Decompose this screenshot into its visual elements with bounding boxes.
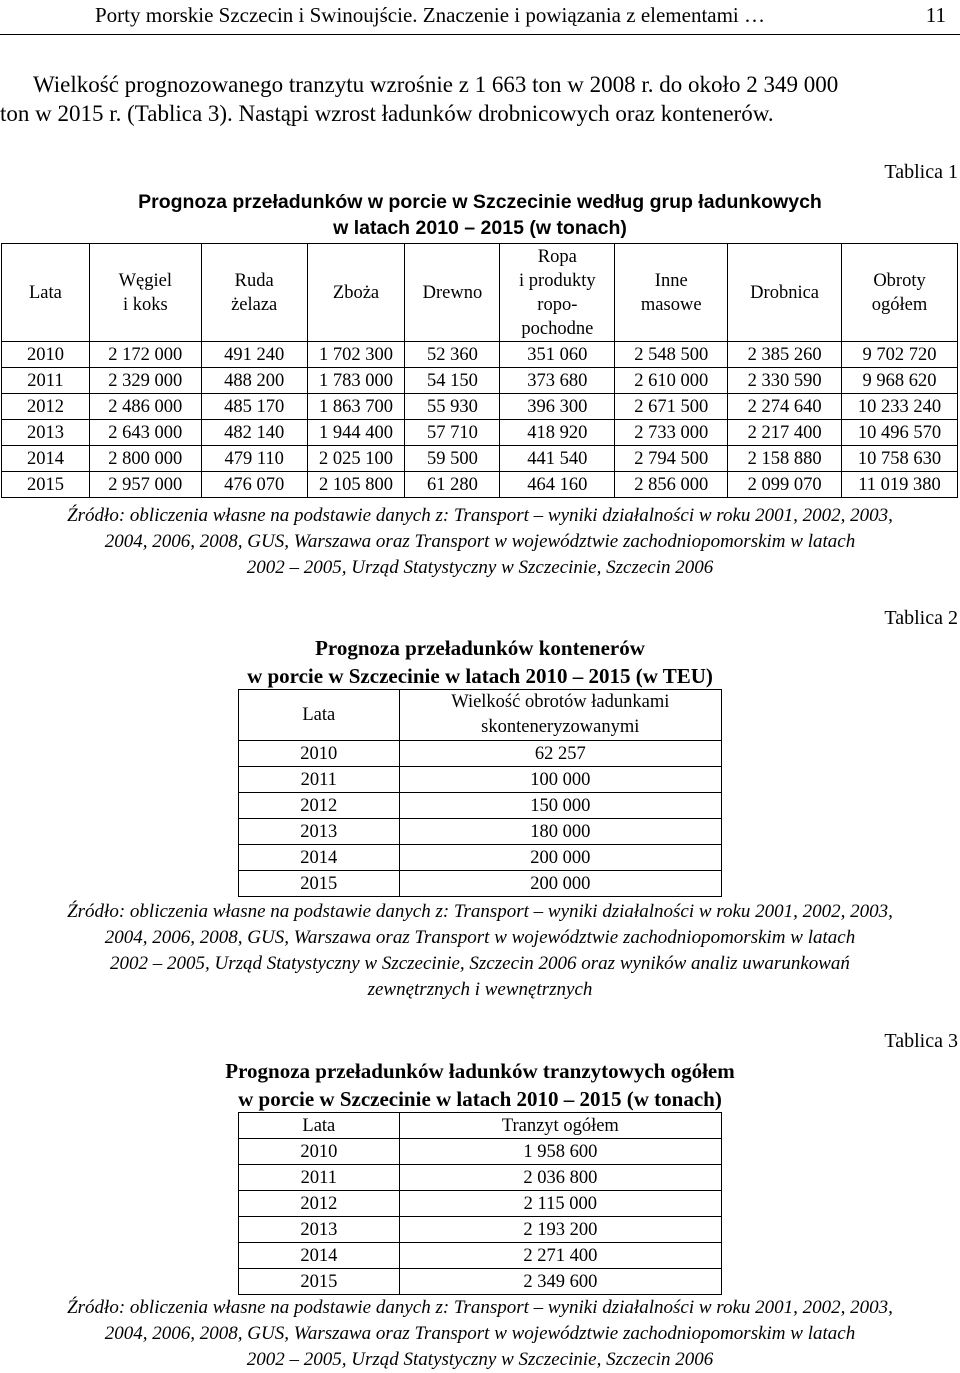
table1-cell: 2014 xyxy=(2,446,90,472)
table1-cell: 2 217 400 xyxy=(728,420,842,446)
table1-header-drewno: Drewno xyxy=(405,244,500,342)
table-row xyxy=(2,472,958,498)
table1-title-line-2: w latach 2010 – 2015 (w tonach) xyxy=(333,217,627,239)
table1-cell: 2 856 000 xyxy=(615,472,728,498)
table3-cell: 2011 xyxy=(239,1165,400,1191)
table1-cell: 2 610 000 xyxy=(615,368,728,394)
table2-label: Tablica 2 xyxy=(884,607,958,629)
table-row xyxy=(2,446,958,472)
table-row xyxy=(239,1217,722,1243)
table1-cell: 2 548 500 xyxy=(615,342,728,368)
table1-cell: 2 105 800 xyxy=(307,472,405,498)
table3-cell: 2012 xyxy=(239,1191,400,1217)
table1-cell: 2 274 640 xyxy=(728,394,842,420)
table1-cell: 2 158 880 xyxy=(728,446,842,472)
table2 xyxy=(238,689,722,897)
table1-source-line-2: 2004, 2006, 2008, GUS, Warszawa oraz Transport w województwie zachodniopomorskim w latach xyxy=(104,531,856,552)
table1-cell: 1 702 300 xyxy=(307,342,405,368)
table1-cell: 2 172 000 xyxy=(89,342,201,368)
table-row xyxy=(2,420,958,446)
table2-cell: 2014 xyxy=(239,845,400,871)
table3-title-line-2: w porcie w Szczecinie w latach 2010 – 2015 (w tonach) xyxy=(238,1087,722,1111)
table-row xyxy=(239,819,722,845)
table1-cell: 2 643 000 xyxy=(89,420,201,446)
table1-header-wegiel: Węgiel i koks xyxy=(89,244,201,342)
table1-cell: 464 160 xyxy=(500,472,615,498)
table1-cell: 2 957 000 xyxy=(89,472,201,498)
table1-cell: 476 070 xyxy=(201,472,307,498)
table1-cell: 2 385 260 xyxy=(728,342,842,368)
table2-cell: 2011 xyxy=(239,767,400,793)
table1-header-lata: Lata xyxy=(2,244,90,342)
header-title: Porty morskie Szczecin i Swinoujście. Znaczenie i powiązania z elementami … xyxy=(95,3,766,27)
table1-cell: 2011 xyxy=(2,368,90,394)
table2-title-line-2: w porcie w Szczecinie w latach 2010 – 2015 (w TEU) xyxy=(247,664,713,688)
table1-cell: 2 486 000 xyxy=(89,394,201,420)
table2-cell: 200 000 xyxy=(399,871,721,897)
table1-cell: 479 110 xyxy=(201,446,307,472)
table2-cell: 2015 xyxy=(239,871,400,897)
table1 xyxy=(1,243,958,498)
table1-cell: 61 280 xyxy=(405,472,500,498)
table1-cell: 441 540 xyxy=(500,446,615,472)
table1-title xyxy=(0,189,960,241)
table2-source-line-1: Źródło: obliczenia własne na podstawie danych z: Transport – wyniki działalności w roku 2001, 2002, 2003, xyxy=(67,901,893,922)
table-row xyxy=(239,1243,722,1269)
table1-cell: 485 170 xyxy=(201,394,307,420)
table2-source-line-3: 2002 – 2005, Urząd Statystyczny w Szczecinie, Szczecin 2006 oraz wyników analiz uwarunkowań xyxy=(110,953,850,974)
table3-source-note xyxy=(0,1295,960,1373)
table-row xyxy=(239,741,722,767)
table2-cell: 200 000 xyxy=(399,845,721,871)
table1-title-line-1: Prognoza przeładunków w porcie w Szczecinie według grup ładunkowych xyxy=(138,191,822,213)
table1-header-row xyxy=(2,244,958,342)
table1-cell: 2010 xyxy=(2,342,90,368)
table3-label: Tablica 3 xyxy=(884,1030,958,1052)
table3-cell: 2 036 800 xyxy=(399,1165,721,1191)
table3-source-line-3: 2002 – 2005, Urząd Statystyczny w Szczecinie, Szczecin 2006 xyxy=(246,1349,714,1370)
table1-cell: 491 240 xyxy=(201,342,307,368)
table3-cell: 2013 xyxy=(239,1217,400,1243)
table1-header-obroty: Obroty ogółem xyxy=(842,244,958,342)
table1-cell: 10 758 630 xyxy=(842,446,958,472)
table1-cell: 351 060 xyxy=(500,342,615,368)
table1-cell: 9 702 720 xyxy=(842,342,958,368)
table1-cell: 57 710 xyxy=(405,420,500,446)
table1-cell: 2 329 000 xyxy=(89,368,201,394)
table-row xyxy=(239,1191,722,1217)
table1-cell: 1 863 700 xyxy=(307,394,405,420)
table1-cell: 396 300 xyxy=(500,394,615,420)
table2-source-line-4: zewnętrznych i wewnętrznych xyxy=(367,979,593,1000)
intro-paragraph xyxy=(0,70,960,128)
table1-cell: 488 200 xyxy=(201,368,307,394)
table-row xyxy=(239,871,722,897)
table1-cell: 373 680 xyxy=(500,368,615,394)
table2-cell: 180 000 xyxy=(399,819,721,845)
table-row xyxy=(239,793,722,819)
table1-source-note xyxy=(0,503,960,581)
table1-cell: 55 930 xyxy=(405,394,500,420)
table3-cell: 2010 xyxy=(239,1139,400,1165)
table1-cell: 2 330 590 xyxy=(728,368,842,394)
table1-cell: 2 025 100 xyxy=(307,446,405,472)
intro-line-1: Wielkość prognozowanego tranzytu wzrośnie z 1 663 ton w 2008 r. do około 2 349 000 xyxy=(33,72,839,97)
table1-cell: 2 733 000 xyxy=(615,420,728,446)
table1-cell: 2012 xyxy=(2,394,90,420)
table2-title xyxy=(0,634,960,690)
table1-header-inne: Inne masowe xyxy=(615,244,728,342)
table1-cell: 2 099 070 xyxy=(728,472,842,498)
table3-cell: 2 349 600 xyxy=(399,1269,721,1295)
table-row xyxy=(239,845,722,871)
table3-source-line-2: 2004, 2006, 2008, GUS, Warszawa oraz Transport w województwie zachodniopomorskim w latach xyxy=(104,1323,856,1344)
table1-header-drobnica: Drobnica xyxy=(728,244,842,342)
table3-header-row xyxy=(239,1113,722,1139)
table1-cell: 2 800 000 xyxy=(89,446,201,472)
table2-cell: 2012 xyxy=(239,793,400,819)
table3-cell: 1 958 600 xyxy=(399,1139,721,1165)
table1-cell: 1 783 000 xyxy=(307,368,405,394)
table3-cell: 2 271 400 xyxy=(399,1243,721,1269)
table2-cell: 150 000 xyxy=(399,793,721,819)
table3-header-lata: Lata xyxy=(239,1113,400,1139)
table1-cell: 10 496 570 xyxy=(842,420,958,446)
table1-cell: 52 360 xyxy=(405,342,500,368)
table1-cell: 10 233 240 xyxy=(842,394,958,420)
table1-cell: 418 920 xyxy=(500,420,615,446)
table-row xyxy=(2,368,958,394)
table1-cell: 2 671 500 xyxy=(615,394,728,420)
table2-source-note xyxy=(0,899,960,1003)
table1-cell: 59 500 xyxy=(405,446,500,472)
table2-cell: 2013 xyxy=(239,819,400,845)
table1-cell: 2 794 500 xyxy=(615,446,728,472)
table1-cell: 9 968 620 xyxy=(842,368,958,394)
table-row xyxy=(2,342,958,368)
table2-cell: 2010 xyxy=(239,741,400,767)
table3-header-tranzyt: Tranzyt ogółem xyxy=(399,1113,721,1139)
table3 xyxy=(238,1112,722,1295)
table3-cell: 2014 xyxy=(239,1243,400,1269)
table3-cell: 2 115 000 xyxy=(399,1191,721,1217)
table2-header-row xyxy=(239,690,722,741)
table3-cell: 2 193 200 xyxy=(399,1217,721,1243)
table1-source-line-3: 2002 – 2005, Urząd Statystyczny w Szczecinie, Szczecin 2006 xyxy=(246,557,714,578)
table-row xyxy=(239,1269,722,1295)
table1-cell: 11 019 380 xyxy=(842,472,958,498)
table1-cell: 54 150 xyxy=(405,368,500,394)
table2-title-line-1: Prognoza przeładunków kontenerów xyxy=(315,636,645,660)
table1-cell: 1 944 400 xyxy=(307,420,405,446)
table1-header-ropa: Ropa i produkty ropo- pochodne xyxy=(500,244,615,342)
table3-title-line-1: Prognoza przeładunków ładunków tranzytowych ogółem xyxy=(225,1059,735,1083)
table3-source-line-1: Źródło: obliczenia własne na podstawie danych z: Transport – wyniki działalności w roku 2001, 2002, 2003, xyxy=(67,1297,893,1318)
table3-title xyxy=(0,1057,960,1113)
table1-cell: 2015 xyxy=(2,472,90,498)
page-number: 11 xyxy=(925,3,946,27)
table-row xyxy=(239,1139,722,1165)
table2-header-lata: Lata xyxy=(239,690,400,741)
table-row xyxy=(2,394,958,420)
table1-label: Tablica 1 xyxy=(884,161,958,183)
table-row xyxy=(239,767,722,793)
table3-cell: 2015 xyxy=(239,1269,400,1295)
intro-line-2: ton w 2015 r. (Tablica 3). Nastąpi wzrost ładunków drobnicowych oraz kontenerów. xyxy=(0,101,774,126)
table-row xyxy=(239,1165,722,1191)
running-header xyxy=(0,0,960,35)
table1-source-line-1: Źródło: obliczenia własne na podstawie danych z: Transport – wyniki działalności w roku 2001, 2002, 2003, xyxy=(67,505,893,526)
table1-cell: 482 140 xyxy=(201,420,307,446)
table2-cell: 100 000 xyxy=(399,767,721,793)
table2-cell: 62 257 xyxy=(399,741,721,767)
table1-header-ruda: Ruda żelaza xyxy=(201,244,307,342)
table2-header-wielkosc: Wielkość obrotów ładunkami skonteneryzowanymi xyxy=(399,690,721,741)
table2-source-line-2: 2004, 2006, 2008, GUS, Warszawa oraz Transport w województwie zachodniopomorskim w latach xyxy=(104,927,856,948)
table1-cell: 2013 xyxy=(2,420,90,446)
table1-header-zboza: Zboża xyxy=(307,244,405,342)
